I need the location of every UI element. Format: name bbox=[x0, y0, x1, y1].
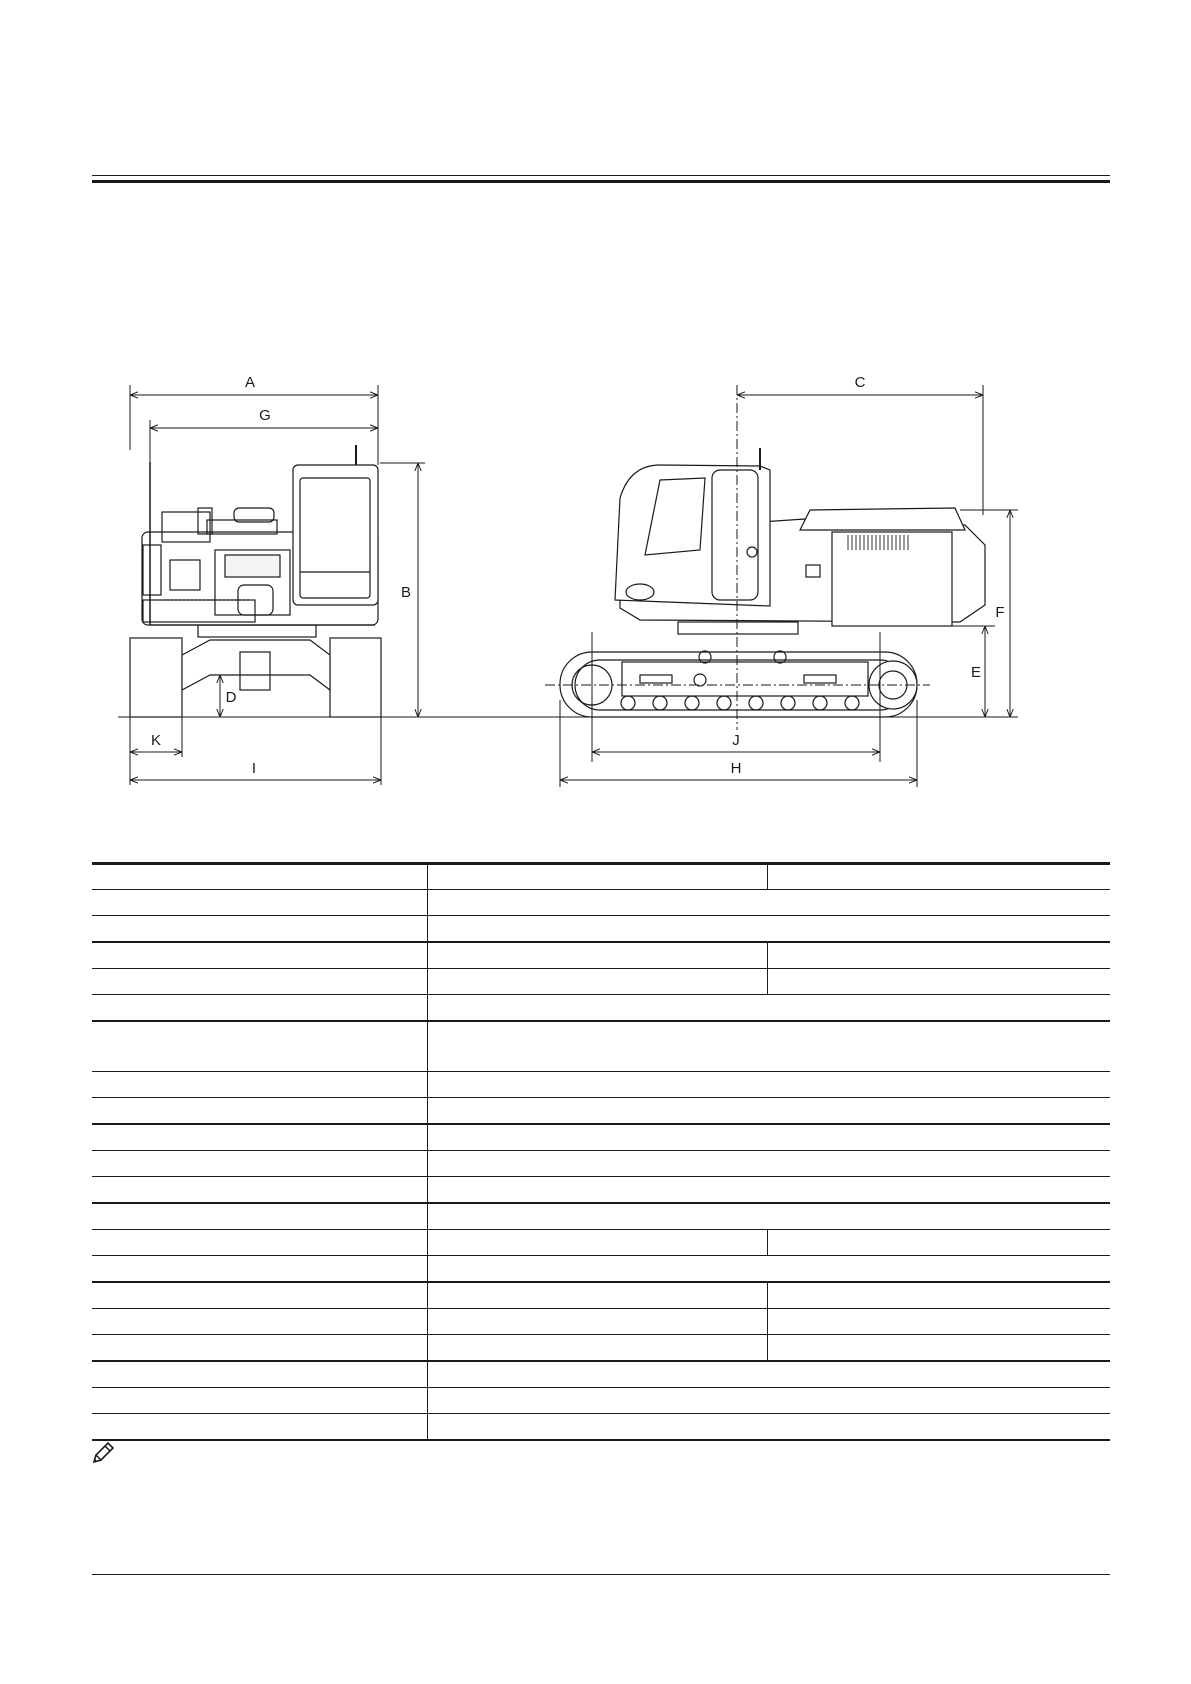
value-cell bbox=[427, 969, 767, 995]
item-cell bbox=[92, 1177, 427, 1204]
value-cell bbox=[427, 1361, 1110, 1388]
table-row bbox=[92, 1309, 1110, 1335]
item-cell bbox=[92, 916, 427, 943]
table-row bbox=[92, 1335, 1110, 1362]
value-cell bbox=[767, 1230, 1110, 1256]
table-row bbox=[92, 969, 1110, 995]
cab bbox=[293, 465, 378, 605]
table-row bbox=[92, 1098, 1110, 1125]
item-cell bbox=[92, 1098, 427, 1125]
dim-label-f: F bbox=[995, 604, 1005, 621]
left-track bbox=[130, 638, 182, 717]
value-cell bbox=[427, 890, 1110, 916]
dim-label-d: D bbox=[225, 689, 237, 706]
value-cell bbox=[427, 1021, 1110, 1072]
rear-view bbox=[130, 445, 381, 717]
value-cell bbox=[427, 1177, 1110, 1204]
value-cell bbox=[767, 942, 1110, 969]
dim-label-i: I bbox=[251, 760, 257, 777]
item-cell bbox=[92, 1388, 427, 1414]
machine-dimensions-drawing bbox=[0, 0, 1191, 800]
table-row bbox=[92, 890, 1110, 916]
value-cell bbox=[427, 1203, 1110, 1230]
item-cell bbox=[92, 1124, 427, 1151]
value-cell bbox=[427, 1256, 1110, 1283]
table-row bbox=[92, 1256, 1110, 1283]
specification-table bbox=[92, 862, 1110, 1441]
dim-label-c: C bbox=[854, 374, 866, 391]
table-row bbox=[92, 864, 1110, 890]
value-cell bbox=[427, 1282, 767, 1309]
item-cell bbox=[92, 890, 427, 916]
dim-label-a: A bbox=[244, 374, 256, 391]
table-row bbox=[92, 1203, 1110, 1230]
side-cab bbox=[615, 465, 770, 606]
table-row bbox=[92, 1414, 1110, 1441]
value-cell bbox=[427, 1335, 767, 1362]
item-cell bbox=[92, 969, 427, 995]
value-cell bbox=[427, 1230, 767, 1256]
dim-label-e: E bbox=[970, 664, 982, 681]
item-cell bbox=[92, 1203, 427, 1230]
value-cell bbox=[427, 1098, 1110, 1125]
value-cell bbox=[427, 864, 767, 890]
value-cell bbox=[767, 1309, 1110, 1335]
value-cell bbox=[427, 1414, 1110, 1441]
dim-label-k: K bbox=[150, 732, 162, 749]
dim-label-j: J bbox=[732, 732, 740, 749]
table-row bbox=[92, 1361, 1110, 1388]
value-cell bbox=[767, 864, 1110, 890]
table-row bbox=[92, 1177, 1110, 1204]
item-cell bbox=[92, 1072, 427, 1098]
item-cell bbox=[92, 995, 427, 1022]
item-cell bbox=[92, 1361, 427, 1388]
item-cell bbox=[92, 1151, 427, 1177]
table-row bbox=[92, 995, 1110, 1022]
table-row bbox=[92, 1072, 1110, 1098]
pencil-note-icon bbox=[90, 1440, 116, 1466]
value-cell bbox=[427, 1309, 767, 1335]
value-cell bbox=[427, 1388, 1110, 1414]
item-cell bbox=[92, 1230, 427, 1256]
value-cell bbox=[767, 1335, 1110, 1362]
item-cell bbox=[92, 1309, 427, 1335]
item-cell bbox=[92, 1414, 427, 1441]
item-cell bbox=[92, 1021, 427, 1072]
dim-label-b: B bbox=[400, 584, 412, 601]
item-cell bbox=[92, 942, 427, 969]
table-row bbox=[92, 1151, 1110, 1177]
table-row bbox=[92, 1230, 1110, 1256]
table-row bbox=[92, 1124, 1110, 1151]
item-cell bbox=[92, 1282, 427, 1309]
value-cell bbox=[427, 1124, 1110, 1151]
value-cell bbox=[427, 995, 1110, 1022]
value-cell bbox=[767, 1282, 1110, 1309]
table-row bbox=[92, 1282, 1110, 1309]
value-cell bbox=[427, 942, 767, 969]
value-cell bbox=[427, 916, 1110, 943]
side-view bbox=[560, 448, 985, 717]
item-cell bbox=[92, 1256, 427, 1283]
value-cell bbox=[427, 1151, 1110, 1177]
table-row bbox=[92, 1021, 1110, 1072]
table-row bbox=[92, 1388, 1110, 1414]
item-cell bbox=[92, 1335, 427, 1362]
dim-label-g: G bbox=[259, 407, 271, 424]
value-cell bbox=[427, 1072, 1110, 1098]
footer-rule bbox=[92, 1574, 1110, 1575]
dim-label-h: H bbox=[730, 760, 742, 777]
item-cell bbox=[92, 864, 427, 890]
table-row bbox=[92, 916, 1110, 943]
right-track bbox=[330, 638, 381, 717]
value-cell bbox=[767, 969, 1110, 995]
table-row bbox=[92, 942, 1110, 969]
